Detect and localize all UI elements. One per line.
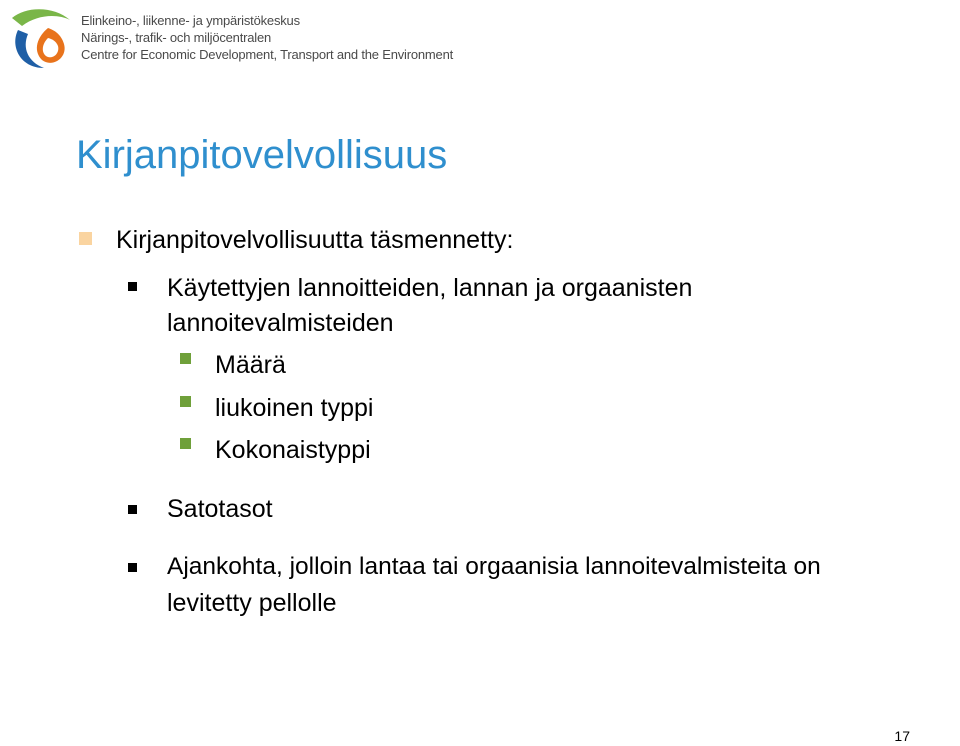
list-item-level2-continuation: levitetty pellolle — [167, 589, 337, 617]
list-item-level2: Ajankohta, jolloin lantaa tai orgaanisia lannoitevalmisteita on — [167, 553, 821, 580]
list-item-level3: Kokonaistyppi — [215, 436, 371, 464]
bullet-level3-icon — [180, 396, 191, 407]
bullet-level2-icon — [128, 282, 137, 291]
page-number: 17 — [894, 728, 910, 744]
bullet-level1-icon — [79, 232, 92, 245]
org-name-finnish: Elinkeino-, liikenne- ja ympäristökeskus — [81, 13, 300, 28]
bullet-level2-icon — [128, 563, 137, 572]
list-item-level2: Käytettyjen lannoitteiden, lannan ja orgaanisten — [167, 274, 693, 302]
list-item-level2: Satotasot — [167, 495, 273, 523]
bullet-level3-icon — [180, 353, 191, 364]
bullet-level2-icon — [128, 505, 137, 514]
list-item-level1: Kirjanpitovelvollisuutta täsmennetty: — [116, 226, 514, 254]
slide-title: Kirjanpitovelvollisuus — [76, 133, 448, 177]
list-item-level3: Määrä — [215, 351, 286, 379]
list-item-level2-continuation: lannoitevalmisteiden — [167, 309, 394, 337]
org-name-swedish: Närings-, trafik- och miljöcentralen — [81, 30, 272, 45]
bullet-level3-icon — [180, 438, 191, 449]
org-name-english: Centre for Economic Development, Transport and the Environment — [81, 47, 454, 62]
list-item-level3: liukoinen typpi — [215, 394, 374, 422]
